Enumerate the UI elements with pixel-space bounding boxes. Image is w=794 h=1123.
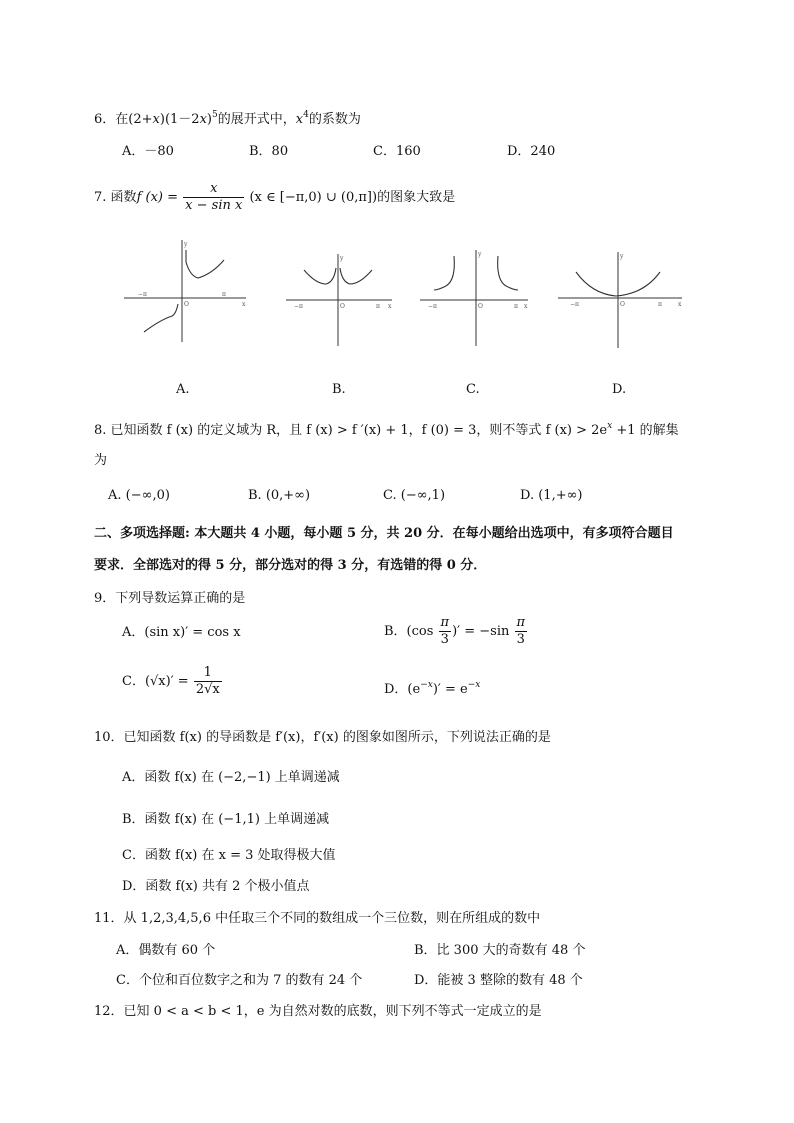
q9-option-d bbox=[384, 676, 480, 699]
axis-x-label: x bbox=[678, 301, 682, 308]
q7-graph-d bbox=[556, 248, 684, 352]
origin-label: O bbox=[478, 303, 483, 310]
q6-stem bbox=[94, 106, 361, 129]
q8-option-d: D. (1,+∞) bbox=[520, 488, 583, 503]
q6-var-x3: x bbox=[295, 112, 304, 127]
q6-var-x1: x bbox=[152, 112, 160, 127]
q6-number: 6． bbox=[94, 112, 116, 127]
q9-option-d-exp1: −x bbox=[420, 680, 433, 690]
axis-y-label: y bbox=[478, 251, 482, 258]
q8-text-part1: 8. 已知函数 f (x) 的定义域为 R，且 f (x) > f ′(x) + 1，f (0) = 3，则不等式 f (x) > 2e bbox=[94, 423, 608, 438]
frac-numerator: 1 bbox=[203, 665, 212, 680]
frac-numerator: π bbox=[440, 615, 450, 630]
frac-numerator: π bbox=[516, 615, 526, 630]
q11-option-a: A．偶数有 60 个 bbox=[116, 943, 216, 958]
q9-stem: 9．下列导数运算正确的是 bbox=[94, 591, 246, 606]
section2-header-line2: 要求．全部选对的得 5 分，部分选对的得 3 分，有选错的得 0 分． bbox=[94, 558, 487, 573]
q9-option-b-frac1 bbox=[439, 615, 452, 648]
q10-option-d: D．函数 f(x) 共有 2 个极小值点 bbox=[122, 879, 310, 894]
frac-denominator: 3 bbox=[439, 631, 452, 648]
q6-expr-c: ) bbox=[206, 112, 212, 127]
q6-text-mid: 的展开式中， bbox=[217, 112, 296, 127]
q6-expr-b: )(1－2 bbox=[159, 112, 200, 127]
q10-option-c: C．函数 f(x) 在 x = 3 处取得极大值 bbox=[122, 848, 336, 863]
q8-stem bbox=[94, 417, 679, 440]
q6-option-a: A．－80 bbox=[122, 144, 174, 159]
q6-option-d: D．240 bbox=[507, 144, 556, 159]
axis-y-label: y bbox=[184, 241, 188, 248]
q7-graph-c bbox=[418, 246, 530, 350]
q6-exponent-4: 4 bbox=[303, 110, 309, 120]
q6-expr-a: (2+ bbox=[128, 112, 153, 127]
q10-option-a: A．函数 f(x) 在 (−2,−1) 上单调递减 bbox=[122, 770, 340, 785]
q9-option-b-frac2 bbox=[515, 615, 528, 648]
axis-y-label: y bbox=[620, 253, 624, 260]
q7-domain: (x ∈ [−π,0) ∪ (0,π]) bbox=[249, 190, 378, 205]
q9-option-b bbox=[384, 614, 528, 650]
tick-neg-pi: −π bbox=[294, 303, 303, 310]
q7-graph-a-label: A. bbox=[176, 382, 190, 397]
q11-option-d: D．能被 3 整除的数有 48 个 bbox=[414, 973, 583, 988]
q7-text-pre: 函数 bbox=[110, 190, 137, 205]
tick-neg-pi: −π bbox=[428, 303, 437, 310]
tick-pos-pi: π bbox=[658, 301, 662, 308]
q11-stem: 11．从 1,2,3,4,5,6 中任取三个不同的数组成一个三位数，则在所组成的数中 bbox=[94, 911, 541, 926]
curve-right-branch bbox=[186, 250, 224, 278]
q9-option-b-pre: B．(cos bbox=[384, 624, 434, 639]
q11-option-b: B．比 300 大的奇数有 48 个 bbox=[414, 943, 586, 958]
tick-pos-pi: π bbox=[514, 303, 518, 310]
tick-pos-pi: π bbox=[222, 291, 226, 298]
axis-y-label: y bbox=[340, 255, 344, 262]
origin-label: O bbox=[184, 301, 189, 308]
q6-exponent-5: 5 bbox=[212, 110, 218, 120]
q9-option-b-mid: )′ = −sin bbox=[452, 624, 510, 639]
frac-denominator: 2√x bbox=[195, 682, 220, 697]
q7-graph-c-label: C. bbox=[466, 382, 480, 397]
q9-option-c bbox=[122, 664, 223, 700]
q7-graph-b-label: B. bbox=[332, 382, 346, 397]
q8-stem-continued: 为 bbox=[94, 453, 108, 468]
q8-option-b: B. (0,+∞) bbox=[248, 488, 311, 503]
q12-stem: 12．已知 0 < a < b < 1，e 为自然对数的底数，则下列不等式一定成立的是 bbox=[94, 1004, 542, 1019]
curve-right-branch bbox=[498, 256, 518, 290]
q6-option-c: C．160 bbox=[373, 144, 421, 159]
q10-stem: 10．已知函数 f(x) 的导函数是 f′(x)，f′(x) 的图象如图所示，下列说法正确的是 bbox=[94, 730, 551, 745]
q9-option-c-frac bbox=[194, 665, 222, 698]
axis-x-label: x bbox=[524, 303, 528, 310]
q9-option-d-exp2: −x bbox=[467, 680, 481, 690]
q8-option-c: C. (−∞,1) bbox=[383, 488, 446, 503]
q7-graph-a bbox=[120, 236, 250, 346]
q8-option-a: A. (−∞,0) bbox=[108, 488, 170, 503]
q7-graph-b bbox=[284, 250, 394, 350]
axis-x-label: x bbox=[388, 303, 392, 310]
q7-stem bbox=[94, 180, 455, 216]
q7-text-post: 的图象大致是 bbox=[377, 190, 456, 205]
tick-neg-pi: −π bbox=[138, 291, 147, 298]
q7-fraction-denominator: x − sin x bbox=[185, 198, 243, 213]
q7-function-label: f (x) = bbox=[136, 190, 179, 205]
q7-number: 7. bbox=[94, 190, 111, 205]
curve-left-branch bbox=[304, 268, 336, 284]
origin-label: O bbox=[620, 301, 625, 308]
axis-x-label: x bbox=[242, 301, 246, 308]
q6-text-post: 的系数为 bbox=[308, 112, 361, 127]
q11-option-c: C．个位和百位数字之和为 7 的数有 24 个 bbox=[116, 973, 363, 988]
q7-fraction bbox=[183, 181, 244, 214]
q7-graph-d-label: D. bbox=[612, 382, 627, 397]
section2-header-line1: 二、多项选择题: 本大题共 4 小题，每小题 5 分，共 20 分．在每小题给出选项中，有多项符合题目 bbox=[94, 526, 674, 541]
q9-option-d-pre: D．(e bbox=[384, 682, 421, 697]
curve-left-branch bbox=[144, 304, 178, 332]
q7-fraction-numerator: x bbox=[210, 181, 218, 196]
q10-option-b: B．函数 f(x) 在 (−1,1) 上单调递减 bbox=[122, 812, 330, 827]
tick-neg-pi: −π bbox=[570, 301, 579, 308]
q6-var-x2: x bbox=[199, 112, 207, 127]
q9-option-a: A．(sin x)′ = cos x bbox=[122, 625, 241, 640]
frac-denominator: 3 bbox=[515, 631, 528, 648]
curve-right-branch bbox=[340, 268, 372, 284]
q8-exponent-x: x bbox=[607, 421, 613, 431]
q9-option-c-pre: C．(√x)′ = bbox=[122, 674, 189, 689]
origin-label: O bbox=[340, 303, 345, 310]
q6-option-b: B．80 bbox=[249, 144, 289, 159]
q9-option-d-mid: )′ = e bbox=[432, 682, 468, 697]
curve-left-branch bbox=[434, 256, 454, 290]
tick-pos-pi: π bbox=[376, 303, 380, 310]
q8-text-part2: +1 的解集 bbox=[612, 423, 679, 438]
q6-text-pre: 在 bbox=[115, 112, 129, 127]
